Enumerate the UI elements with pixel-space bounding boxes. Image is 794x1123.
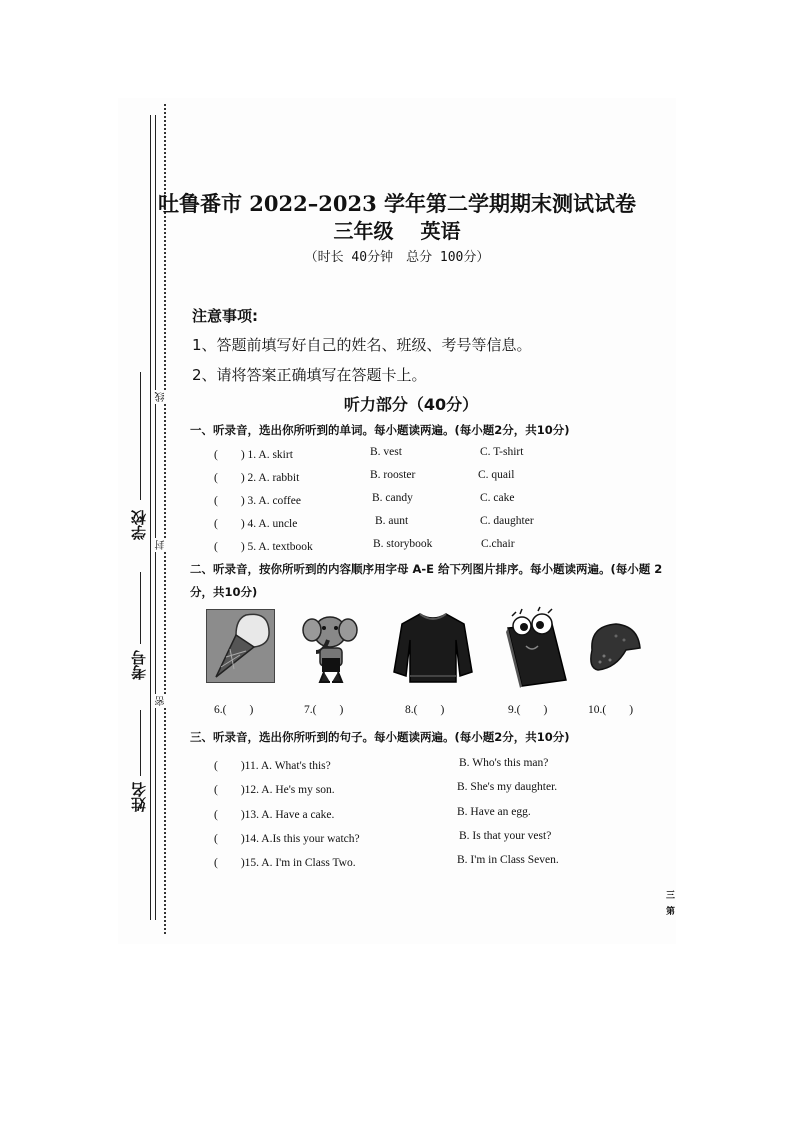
q15-option-a[interactable]: ( )15. A. I'm in Class Two.	[214, 857, 356, 869]
q8-answer[interactable]: 8.( )	[405, 704, 445, 716]
q1-option-b[interactable]: B. vest	[370, 446, 402, 458]
elephant-picture	[302, 612, 360, 686]
part2-instruction-line2: 分，共10分)	[190, 585, 258, 599]
seal-mark-close: 密	[156, 696, 167, 706]
q5-option-c[interactable]: C.chair	[481, 538, 515, 550]
q2-option-a[interactable]: ( ) 2. A. rabbit	[214, 472, 300, 484]
q12-option-b[interactable]: B. She's my daughter.	[457, 781, 558, 793]
seal-mark-seal: 封	[156, 540, 167, 550]
listening-title: 听力部分（40分）	[343, 395, 479, 414]
name-blank	[140, 710, 141, 776]
exam-duration: （时长 40分钟 总分 100分）	[304, 250, 490, 265]
name-label: 姓名	[130, 782, 148, 812]
q11-option-b[interactable]: B. Who's this man?	[459, 757, 549, 769]
q14-option-a[interactable]: ( )14. A.Is this your watch?	[214, 833, 360, 845]
part2-instruction-line1: 二、听录音，按你所听到的内容顺序用字母 A-E 给下列图片排序。每小题读两遍。(每小题 2	[190, 562, 663, 576]
q9-answer[interactable]: 9.( )	[508, 704, 548, 716]
q5-option-b[interactable]: B. storybook	[373, 538, 433, 550]
school-label: 学校	[130, 510, 148, 540]
q10-answer[interactable]: 10.( )	[588, 704, 634, 716]
q2-option-c[interactable]: C. quail	[478, 469, 515, 481]
q3-option-c[interactable]: C. cake	[480, 492, 515, 504]
ice-cream-picture	[206, 609, 275, 683]
q14-option-b[interactable]: B. Is that your vest?	[459, 830, 552, 842]
q2-option-b[interactable]: B. rooster	[370, 469, 416, 481]
exam-title: 吐鲁番市 2022–2023 学年第二学期期末测试试卷	[157, 191, 636, 216]
exam-subtitle: 三年级 英语	[333, 219, 461, 243]
q6-answer[interactable]: 6.( )	[214, 704, 254, 716]
notice-item-1: 1、答题前填写好自己的姓名、班级、考号等信息。	[192, 336, 532, 354]
q4-option-c[interactable]: C. daughter	[480, 515, 534, 527]
notice-heading: 注意事项:	[192, 307, 258, 325]
sweater-picture	[392, 610, 474, 686]
q4-option-b[interactable]: B. aunt	[375, 515, 409, 527]
exam-no-blank	[140, 572, 141, 644]
q13-option-b[interactable]: B. Have an egg.	[457, 806, 531, 818]
part3-instruction: 三、听录音，选出你所听到的句子。每小题读两遍。(每小题2分，共10分)	[190, 730, 570, 744]
part1-instruction: 一、听录音，选出你所听到的单词。每小题读两遍。(每小题2分，共10分)	[190, 423, 570, 437]
q12-option-a[interactable]: ( )12. A. He's my son.	[214, 784, 335, 796]
q1-option-a[interactable]: ( ) 1. A. skirt	[214, 449, 293, 461]
book-picture	[500, 606, 570, 690]
q7-answer[interactable]: 7.( )	[304, 704, 344, 716]
q3-option-b[interactable]: B. candy	[372, 492, 413, 504]
seal-mark-line: 线	[156, 392, 167, 402]
page-mark-grade: 三	[666, 891, 676, 901]
q5-option-a[interactable]: ( ) 5. A. textbook	[214, 541, 313, 553]
q15-option-b[interactable]: B. I'm in Class Seven.	[457, 854, 559, 866]
page-mark-page: 第	[666, 907, 676, 917]
q3-option-a[interactable]: ( ) 3. A. coffee	[214, 495, 301, 507]
q13-option-a[interactable]: ( )13. A. Have a cake.	[214, 809, 335, 821]
q11-option-a[interactable]: ( )11. A. What's this?	[214, 760, 331, 772]
cap-picture	[586, 620, 642, 676]
q1-option-c[interactable]: C. T-shirt	[480, 446, 524, 458]
notice-item-2: 2、请将答案正确填写在答题卡上。	[192, 366, 427, 384]
exam-no-label: 考号	[130, 650, 148, 680]
q4-option-a[interactable]: ( ) 4. A. uncle	[214, 518, 298, 530]
